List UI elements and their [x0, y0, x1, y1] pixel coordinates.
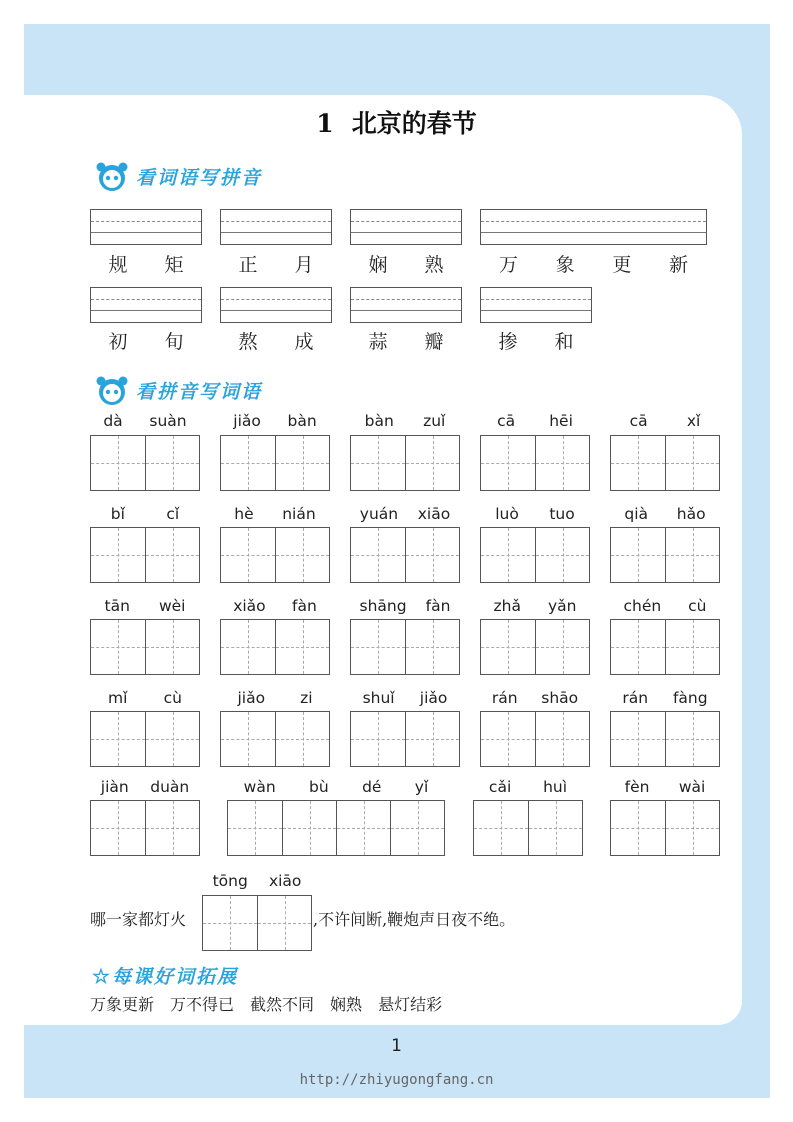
good-word: 娴熟 — [330, 995, 363, 1014]
pinyin-box[interactable] — [350, 287, 462, 323]
word-char: 和 — [554, 331, 574, 353]
word-chars — [350, 327, 462, 354]
word-char: 万 — [498, 254, 518, 276]
pinyin-label: tōng xiāo — [212, 872, 302, 890]
pinyin-box[interactable] — [350, 209, 462, 245]
section-heading-text: 看拼音写词语 — [136, 380, 263, 403]
word-char: 月 — [294, 254, 314, 276]
pinyin-label: luò tuo — [495, 505, 575, 523]
writing-grid[interactable] — [480, 435, 590, 491]
word-chars — [220, 250, 332, 277]
writing-grid[interactable] — [220, 619, 330, 675]
star-icon: ☆ — [92, 963, 112, 988]
writing-grid[interactable] — [220, 711, 330, 767]
word-chars — [90, 250, 202, 277]
writing-grid[interactable] — [480, 619, 590, 675]
word-char: 成 — [294, 331, 314, 353]
writing-grid[interactable] — [350, 619, 460, 675]
writing-grid[interactable] — [90, 800, 200, 856]
section-heading-write-words — [92, 372, 262, 408]
pinyin-label: cā hēi — [497, 412, 573, 430]
sentence-before: 哪一家都灯火 — [90, 910, 187, 929]
pinyin-label: rán shāo — [491, 689, 579, 707]
word-char: 矩 — [164, 254, 184, 276]
lesson-title: 北京的春节 — [351, 109, 477, 138]
lesson-number: 1 — [316, 109, 334, 138]
section-heading-text: 每课好词拓展 — [111, 966, 238, 988]
writing-grid[interactable] — [350, 527, 460, 583]
page-number: 1 — [391, 1036, 402, 1056]
pinyin-label: tān wèi — [104, 597, 186, 615]
word-char: 象 — [555, 254, 575, 276]
pinyin-label: mǐ cù — [108, 689, 182, 707]
writing-grid[interactable] — [480, 527, 590, 583]
pinyin-label: rán fàng — [622, 689, 708, 707]
sentence-after: ,不许间断,鞭炮声日夜不绝。 — [313, 910, 516, 929]
good-word: 万不得已 — [170, 995, 235, 1014]
good-words-list — [90, 992, 442, 1015]
good-word: 悬灯结彩 — [378, 995, 443, 1014]
writing-grid[interactable] — [90, 527, 200, 583]
pinyin-label: cǎi huì — [488, 778, 568, 796]
pinyin-label: hè nián — [234, 505, 316, 523]
pinyin-label: fèn wài — [624, 778, 706, 796]
pinyin-label: qià hǎo — [624, 505, 706, 523]
pinyin-label: wàn bù dé yǐ — [243, 778, 429, 796]
word-char: 初 — [108, 331, 128, 353]
word-char: 熟 — [424, 254, 444, 276]
word-char: 正 — [238, 254, 258, 276]
pinyin-label: zhǎ yǎn — [493, 597, 577, 615]
writing-grid[interactable] — [610, 619, 720, 675]
word-char: 娴 — [368, 254, 388, 276]
word-char: 瓣 — [424, 331, 444, 353]
writing-grid[interactable] — [610, 527, 720, 583]
page-title — [0, 104, 793, 140]
writing-grid[interactable] — [227, 800, 445, 856]
panda-icon — [92, 158, 132, 194]
pinyin-label: cā xǐ — [629, 412, 701, 430]
word-char: 更 — [612, 254, 632, 276]
writing-grid[interactable] — [202, 895, 312, 951]
section-heading-text: 看词语写拼音 — [136, 166, 263, 189]
writing-grid[interactable] — [610, 435, 720, 491]
pinyin-label: dà suàn — [103, 412, 187, 430]
pinyin-label: shuǐ jiǎo — [362, 689, 448, 707]
good-word: 万象更新 — [90, 995, 155, 1014]
pinyin-label: bàn zuǐ — [364, 412, 446, 430]
writing-grid[interactable] — [350, 711, 460, 767]
writing-grid[interactable] — [350, 435, 460, 491]
writing-grid[interactable] — [90, 619, 200, 675]
pinyin-label: shāng fàn — [359, 597, 451, 615]
panda-icon — [92, 372, 132, 408]
writing-grid[interactable] — [610, 800, 720, 856]
writing-grid[interactable] — [90, 435, 200, 491]
word-chars — [90, 327, 202, 354]
word-char: 熬 — [238, 331, 258, 353]
pinyin-label: jiǎo bàn — [233, 412, 317, 430]
word-char: 蒜 — [368, 331, 388, 353]
writing-grid[interactable] — [220, 435, 330, 491]
writing-grid[interactable] — [473, 800, 583, 856]
writing-grid[interactable] — [220, 527, 330, 583]
pinyin-label: yuán xiāo — [359, 505, 451, 523]
pinyin-label: jiǎo zi — [237, 689, 313, 707]
pinyin-label: jiàn duàn — [100, 778, 190, 796]
section-heading-word-extension — [92, 962, 238, 989]
word-chars — [350, 250, 462, 277]
writing-grid[interactable] — [90, 711, 200, 767]
word-chars — [480, 327, 592, 354]
word-chars — [220, 327, 332, 354]
pinyin-box[interactable] — [90, 209, 202, 245]
pinyin-label: bǐ cǐ — [110, 505, 180, 523]
word-char: 新 — [669, 254, 689, 276]
word-char: 旬 — [164, 331, 184, 353]
pinyin-box[interactable] — [220, 209, 332, 245]
section-heading-write-pinyin — [92, 158, 262, 194]
word-chars — [480, 250, 707, 277]
footer-url: http://zhiyugongfang.cn — [299, 1072, 494, 1088]
writing-grid[interactable] — [480, 711, 590, 767]
pinyin-box[interactable] — [90, 287, 202, 323]
writing-grid[interactable] — [610, 711, 720, 767]
good-word: 截然不同 — [250, 995, 315, 1014]
pinyin-box[interactable] — [220, 287, 332, 323]
pinyin-box[interactable] — [480, 287, 592, 323]
word-char: 掺 — [498, 331, 518, 353]
pinyin-box[interactable] — [480, 209, 707, 245]
word-char: 规 — [108, 254, 128, 276]
pinyin-label: chén cù — [623, 597, 707, 615]
pinyin-label: xiǎo fàn — [233, 597, 317, 615]
